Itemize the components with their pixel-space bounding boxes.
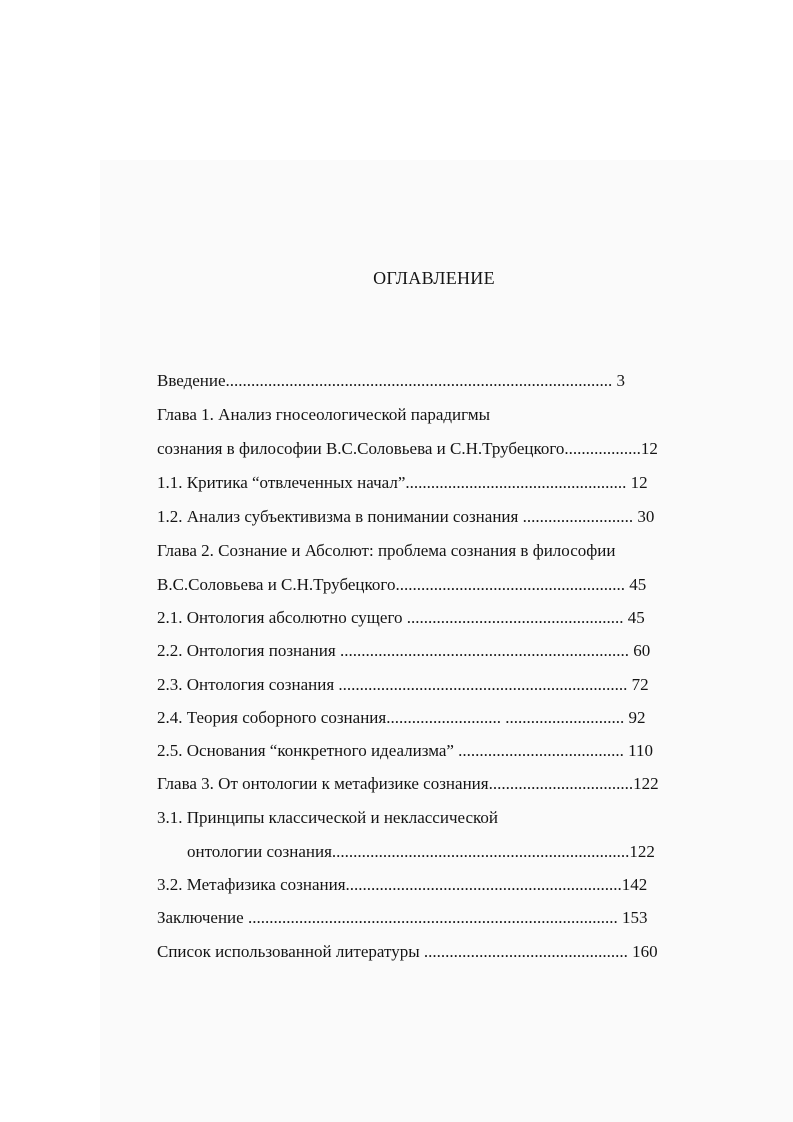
toc-entry-2-2: 2.2. Онтология познания .................................................................... 60 (157, 641, 651, 660)
toc-entry-conclusion: Заключение ....................................................................................... 153 (157, 908, 648, 927)
toc-entry-3-1-line-1: 3.1. Принципы классической и неклассической (157, 808, 498, 827)
toc-entry-introduction: Введение........................................................................................... 3 (157, 371, 626, 390)
toc-entry-2-3: 2.3. Онтология сознания .................................................................... 72 (157, 675, 649, 694)
toc-entry-2-1: 2.1. Онтология абсолютно сущего ................................................... 45 (157, 608, 645, 627)
page-title: ОГЛАВЛЕНИЕ (373, 268, 495, 288)
toc-entry-3-2: 3.2. Метафизика сознания.................................................................142 (157, 875, 648, 894)
toc-entry-chapter-2-line-1: Глава 2. Сознание и Абсолют: проблема сознания в философии (157, 541, 616, 560)
toc-entry-1-1: 1.1. Критика “отвлеченных начал”.................................................... 12 (157, 473, 648, 492)
toc-entry-2-4: 2.4. Теория соборного сознания........................... ............................ 92 (157, 708, 646, 727)
toc-entry-2-5: 2.5. Основания “конкретного идеализма” ....................................... 110 (157, 741, 654, 760)
toc-entry-3-1-line-2: онтологии сознания......................................................................122 (187, 842, 655, 861)
toc-entry-chapter-2-line-2: В.С.Соловьева и С.Н.Трубецкого...................................................... 45 (157, 575, 647, 594)
toc-entry-chapter-1-line-2: сознания в философии В.С.Соловьева и С.Н.Трубецкого..................12 (157, 439, 658, 458)
toc-entry-1-2: 1.2. Анализ субъективизма в понимании сознания .......................... 30 (157, 507, 655, 526)
toc-entry-bibliography: Список использованной литературы ................................................ 160 (157, 942, 658, 961)
toc-entry-chapter-1-line-1: Глава 1. Анализ гносеологической парадигмы (157, 405, 491, 424)
toc-entry-chapter-3: Глава 3. От онтологии к метафизике сознания..................................122 (157, 774, 659, 793)
